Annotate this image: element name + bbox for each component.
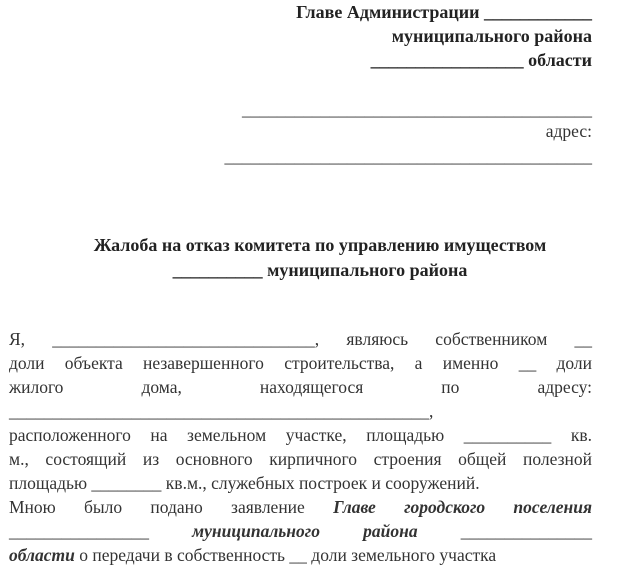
title-line-1: Жалоба на отказ комитета по управлению имуществом [93,235,547,255]
body-line: м., состоящий из основного кирпичного строения общей полезной [9,449,592,469]
recipient-line-3: _________________ области [370,50,592,70]
body-line [9,521,592,542]
sender-name-blank: ________________________________________ [242,99,592,119]
body-text: о передачи в собственность __ доли земельного участка [74,545,497,565]
recipient-line-1: Главе Администрации ____________ [296,2,592,22]
body-line [9,545,496,566]
body-text: ________________ [9,521,149,541]
body-line: ________________________________________________, [9,401,434,421]
body-text: _______________ [460,521,592,541]
body-emphasis: Главе городского поселения [333,497,592,517]
body-line: жилого дома, находящегося по адресу: [9,377,592,397]
body-line: Я, ______________________________, являюсь собственником __ [9,329,592,349]
body-line [9,497,592,518]
body-emphasis: области [9,545,75,565]
body-line: расположенного на земельном участке, площадью __________ кв. [9,425,592,445]
title-line-2: __________ муниципального района [172,260,468,280]
address-blank: __________________________________________ [224,146,592,166]
recipient-line-2: муниципального района [391,26,592,46]
body-emphasis: муниципального района [149,521,461,541]
body-line: площадью ________ кв.м., служебных построек и сооружений. [9,473,480,493]
body-text: Мною было подано заявление [9,497,334,517]
body-line: доли объекта незавершенного строительства, а именно __ доли [9,353,592,373]
address-label: адрес: [545,121,592,141]
